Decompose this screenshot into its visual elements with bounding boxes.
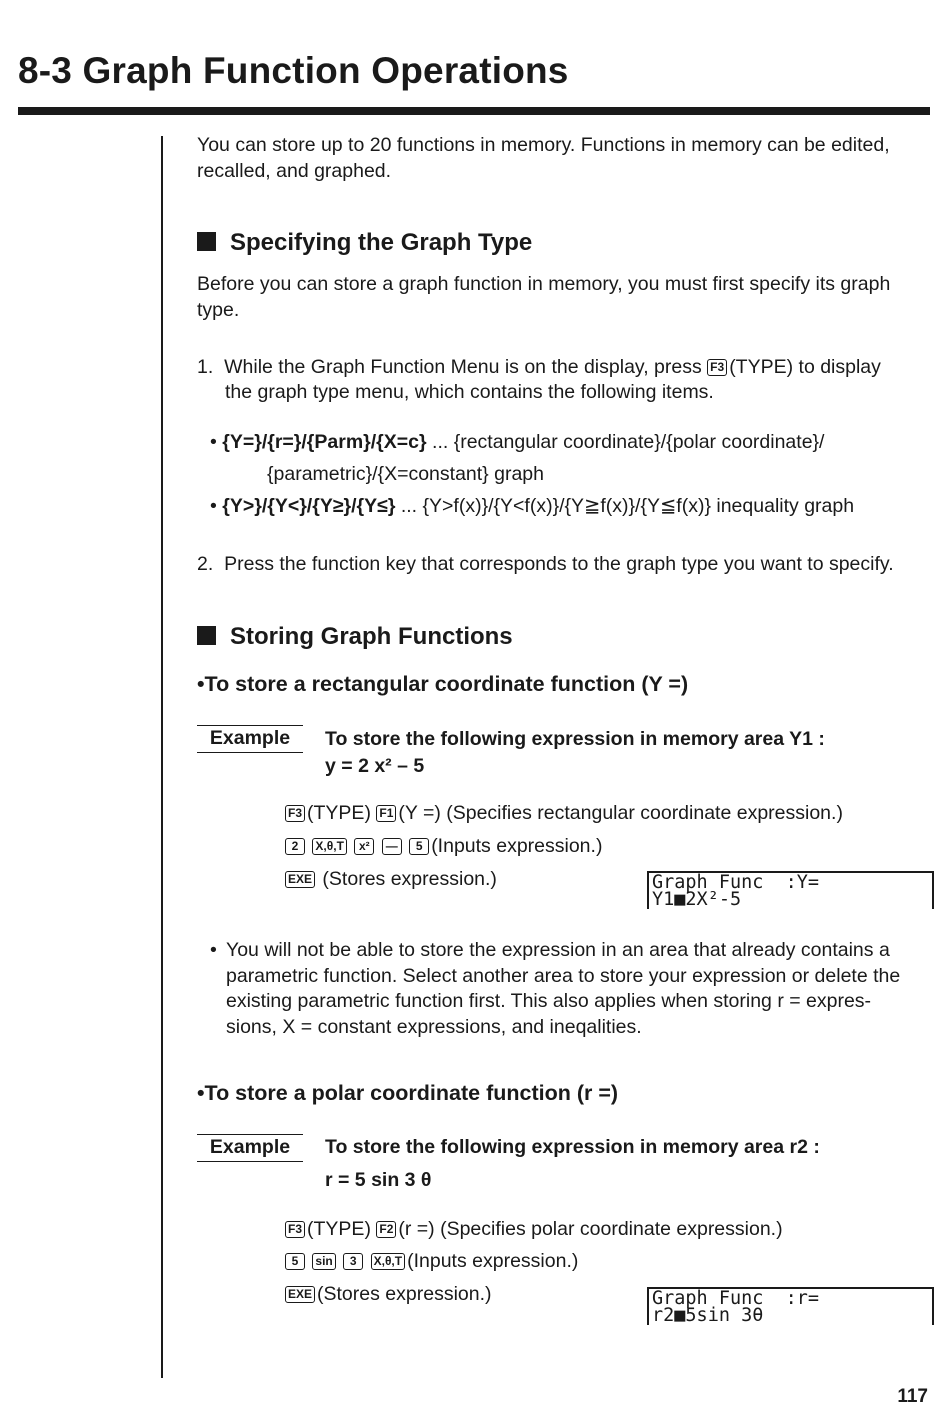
key-caption: (Y =) (Specifies rectangular coordinate expression.) <box>398 802 843 824</box>
key-caption: (Inputs expression.) <box>431 835 603 857</box>
example-expression: r = 5 sin 3 θ <box>325 1169 432 1191</box>
intro-line: recalled, and graphed. <box>197 159 392 182</box>
f3-key-icon: F3 <box>707 359 727 376</box>
step-1 <box>197 355 881 381</box>
section-heading-text: Specifying the Graph Type <box>230 229 533 256</box>
key-sequence-row <box>285 801 843 827</box>
calculator-screen <box>647 1287 934 1325</box>
square-bullet-icon <box>197 232 216 251</box>
f3-key-icon: F3 <box>285 805 305 822</box>
bullet-graph-types <box>210 430 824 456</box>
screen-line: r2■5sin 3θ <box>652 1304 764 1325</box>
key-caption: (TYPE) <box>307 1218 371 1240</box>
key-sequence-row <box>285 1282 492 1308</box>
key-sequence-row <box>285 834 602 860</box>
key-caption: (TYPE) <box>307 802 371 824</box>
step-number: 2. <box>197 553 214 575</box>
x-squared-key-icon: x² <box>354 838 374 855</box>
example-description <box>325 726 825 780</box>
f3-key-icon: F3 <box>285 1221 305 1238</box>
example-label: Example <box>197 1134 303 1162</box>
bullet-inequality-types <box>210 494 854 520</box>
subheading-polar: •To store a polar coordinate function (r =) <box>197 1081 619 1105</box>
example-description <box>325 1134 820 1194</box>
graph-type-paragraph <box>197 272 890 323</box>
key-sequence-row <box>285 1249 578 1275</box>
key-caption: (r =) (Specifies polar coordinate expression.) <box>398 1218 783 1240</box>
digit-2-key-icon: 2 <box>285 838 305 855</box>
bullet-dot: • <box>210 495 217 517</box>
digit-5-key-icon: 5 <box>285 1253 305 1270</box>
note-line: parametric function. Select another area to store your expression or delete the <box>226 964 901 987</box>
minus-key-icon: — <box>382 838 402 855</box>
key-caption: (Stores expression.) <box>317 868 497 890</box>
paragraph-line: type. <box>197 298 240 321</box>
step-1-line2: the graph type menu, which contains the following items. <box>225 381 714 403</box>
f2-key-icon: F2 <box>376 1221 396 1238</box>
note-line: sions, X = constant expressions, and ineqalities. <box>226 1015 642 1038</box>
intro-line: You can store up to 20 functions in memory. Functions in memory can be edited, <box>197 134 890 156</box>
example-line: To store the following expression in memory area Y1 : <box>325 728 825 750</box>
example-label: Example <box>197 725 303 753</box>
exe-key-icon: EXE <box>285 871 315 888</box>
screen-line: Graph Func :r= <box>652 1288 820 1309</box>
note-line: You will not be able to store the expression in an area that already contains a <box>226 939 890 961</box>
x-theta-t-key-icon: X,θ,T <box>312 838 347 855</box>
bullet-dot: • <box>210 431 217 453</box>
step-text: Press the function key that corresponds to the graph type you want to specify. <box>224 553 894 575</box>
key-caption: (Inputs expression.) <box>407 1250 579 1272</box>
key-sequence-row <box>285 867 497 893</box>
page-number: 117 <box>897 1386 928 1407</box>
menu-keys: {Y>}/{Y<}/{Y≥}/{Y≤} <box>222 495 396 517</box>
screen-line: Graph Func :Y= <box>652 872 820 893</box>
sin-key-icon: sin <box>312 1253 335 1270</box>
section-heading-text: Storing Graph Functions <box>230 623 513 650</box>
subheading-rectangular: •To store a rectangular coordinate function (Y =) <box>197 672 689 696</box>
page-title: 8-3 Graph Function Operations <box>18 50 569 91</box>
menu-description: ... {rectangular coordinate}/{polar coordinate}/ <box>426 431 825 453</box>
bullet-graph-types-line2: {parametric}/{X=constant} graph <box>267 463 544 485</box>
digit-5-key-icon: 5 <box>409 838 429 855</box>
note-bullet: • <box>210 939 217 961</box>
exe-key-icon: EXE <box>285 1286 315 1303</box>
key-sequence-row <box>285 1217 783 1243</box>
menu-description: ... {Y>f(x)}/{Y<f(x)}/{Y≧f(x)}/{Y≦f(x)} inequality graph <box>395 495 855 517</box>
step-number: 1. <box>197 356 214 378</box>
title-rule <box>18 107 930 115</box>
section-heading-storing <box>197 623 513 651</box>
intro-paragraph <box>197 133 890 184</box>
step-text: (TYPE) to display <box>729 356 881 378</box>
menu-keys: {Y=}/{r=}/{Parm}/{X=c} <box>222 431 427 453</box>
x-theta-t-key-icon: X,θ,T <box>371 1253 406 1270</box>
section-heading-graph-type <box>197 229 532 257</box>
step-text: While the Graph Function Menu is on the display, press <box>224 356 702 378</box>
f1-key-icon: F1 <box>376 805 396 822</box>
paragraph-line: Before you can store a graph function in memory, you must first specify its graph <box>197 273 891 295</box>
key-caption: (Stores expression.) <box>317 1283 492 1305</box>
note-paragraph <box>226 938 900 1040</box>
step-2 <box>197 552 894 578</box>
calculator-screen <box>647 871 934 909</box>
digit-3-key-icon: 3 <box>343 1253 363 1270</box>
note-line: existing parametric function first. This also applies when storing r = expres- <box>226 990 872 1012</box>
example-expression: y = 2 x² – 5 <box>325 755 425 777</box>
square-bullet-icon <box>197 626 216 645</box>
margin-rule <box>161 136 163 1378</box>
screen-line: Y1■2X²-5 <box>652 888 742 909</box>
example-line: To store the following expression in memory area r2 : <box>325 1136 820 1158</box>
